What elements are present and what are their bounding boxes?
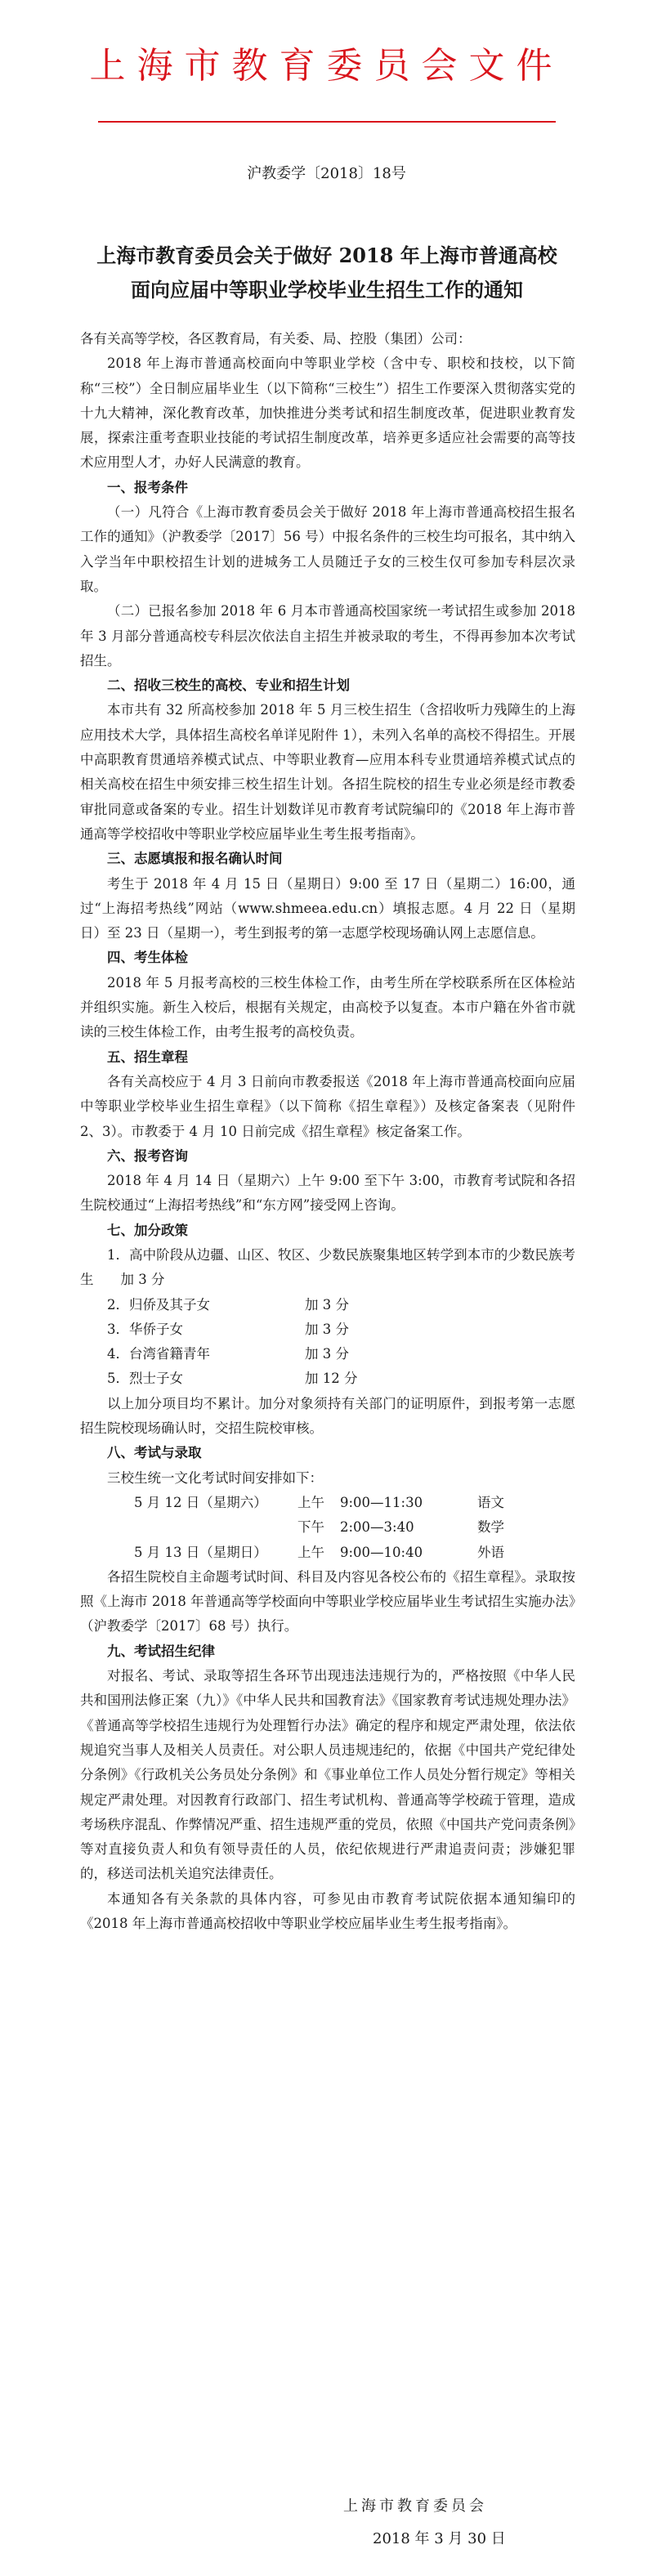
section-3-paragraph-1: 考生于 2018 年 4 月 15 日（星期日）9:00 至 17 日（星期二）16:00，通过“上海招考热线”网站（www.shmeea.edu.cn）填报志愿。4 月 22 日（星期日）至 23 日（星期一），考生到报考的第一志愿学校现场确认网上志愿信息。 [80,875,575,941]
closing-paragraph: 本通知各有关条款的具体内容，可参见由市教育考试院依据本通知编印的《2018 年上海市普通高校招收中等职业学校应届毕业生考生报考指南》。 [80,1890,575,1931]
issue-date-text: 2018 年 3 月 30 日 [373,2530,506,2547]
bonus-item-1-points: 加 3 分 [120,1272,165,1288]
exam-schedule-row [80,1515,575,1540]
bonus-item-points: 加 12 分 [305,1371,358,1387]
section-9-paragraph-1: 对报名、考试、录取等招生各环节出现违法违规行为的，严格按照《中华人民共和国刑法修正案（九）》《中华人民共和国教育法》《国家教育考试违规处理办法》《普通高等学校招生违规行为处理暂行办法》确定的程序和规定严肃处理，依法依规追究当事人及相关人员责任。对公职人员违规违纪的，依据《中国共产党纪律处分条例》《行政机关公务员处分条例》和《事业单位工作人员处分暂行规定》等相关规定严肃处理。对因教育行政部门、招生考试机构、普通高等学校疏于管理，造成考场秩序混乱、作弊情况严重、招生违规严重的党员，依照《中国共产党问责条例》等对直接负责人和负有领导责任的人员，依纪依规进行严肃追责问责；涉嫌犯罪的，移送司法机关追究法律责任。 [80,1668,575,1882]
section-heading-2: 二、招收三校生的高校、专业和招生计划 [107,678,350,694]
section-heading-3: 三、志愿填报和报名确认时间 [107,851,283,867]
document-number: 沪教委学〔2018〕18号 [247,165,406,182]
section-heading-4: 四、考生体检 [107,950,188,966]
exam-time: 9:00—10:40 [340,1544,423,1560]
bonus-item-1 [80,1243,575,1293]
bonus-item-label: 3．华侨子女 [107,1321,183,1337]
section-heading-9: 九、考试招生纪律 [107,1643,215,1659]
bonus-item-points: 加 3 分 [305,1321,349,1337]
exam-half-day: 上午 [297,1494,324,1510]
bonus-item-points: 加 3 分 [305,1346,349,1362]
notice-body [80,327,575,1936]
bonus-item-5 [80,1366,575,1391]
exam-half-day: 下午 [297,1519,324,1536]
section-1-paragraph-1: （一）凡符合《上海市教育委员会关于做好 2018 年上海市普通高校招生报名工作的通知》（沪教委学〔2017〕56 号）中报名条件的三校生均可报名，其中纳入入学当年中职校招生计划的进城务工人员随迁子女的三校生仅可参加专科层次录取。 [80,504,575,594]
bonus-item-points: 加 3 分 [305,1296,349,1313]
document-header-title: 上海市教育委员会文件 [89,45,564,87]
exam-time: 2:00—3:40 [340,1519,414,1536]
exam-subject: 外语 [477,1544,504,1560]
intro-paragraph: 2018 年上海市普通高校面向中等职业学校（含中专、职校和技校，以下简称“三校”）全日制应届毕业生（以下简称“三校生”）招生工作要深入贯彻落实党的十九大精神，深化教育改革，加快推进分类考试和招生制度改革，促进职业教育发展，探索注重考查职业技能的考试招生制度改革，培养更多适应社会需要的高等技术应用型人才，办好人民满意的教育。 [80,356,575,471]
section-5-paragraph-1: 各有关高校应于 4 月 3 日前向市教委报送《2018 年上海市普通高校面向应届中等职业学校毕业生招生章程》（以下简称《招生章程》）及核定备案表（见附件 2、3）。市教委于 4 月 10 日前完成《招生章程》核定备案工作。 [80,1073,575,1139]
section-7-paragraph-end: 以上加分项目均不累计。加分对象须持有关部门的证明原件，到报考第一志愿招生院校现场确认时，交招生院校审核。 [80,1395,575,1437]
section-heading-6: 六、报考咨询 [107,1147,188,1164]
exam-time: 9:00—11:30 [340,1494,423,1510]
salutation: 各有关高等学校，各区教育局，有关委、局、控股（集团）公司： [80,331,472,347]
section-heading-7: 七、加分政策 [107,1222,188,1238]
notice-title [65,239,588,307]
section-2-paragraph-1: 本市共有 32 所高校参加 2018 年 5 月三校生招生（含招收听力残障生的上海应用技术大学，具体招生高校名单详见附件 1），未列入名单的高校不得招生。开展中高职教育贯通培养模式试点、中等职业教育—应用本科专业贯通培养模式试点的相关高校在招生中须安排三校生招生计划。各招生院校的招生专业必须是经市教委审批同意或备案的专业。招生计划数详见市教育考试院编印的《2018 年上海市普通高等学校招收中等职业学校应届毕业生考生报考指南》。 [80,702,575,842]
exam-day: 5 月 12 日（星期六） [134,1494,267,1510]
bonus-item-3 [80,1317,575,1342]
section-heading-5: 五、招生章程 [107,1049,188,1065]
bonus-item-2 [80,1293,575,1317]
section-1-paragraph-2: （二）已报名参加 2018 年 6 月本市普通高校国家统一考试招生或参加 2018 年 3 月部分普通高校专科层次依法自主招生并被录取的考生，不得再参加本次考试招生。 [80,603,575,669]
bonus-item-4 [80,1342,575,1366]
section-8-paragraph-1: 各招生院校自主命题考试时间、科目及内容见各校公布的《招生章程》。录取按照《上海市 2018 年普通高等学校面向中等职业学校应届毕业生考试招生实施办法》（沪教委学〔2017〕68 号）执行。 [80,1568,575,1635]
section-6-paragraph-1: 2018 年 4 月 14 日（星期六）上午 9:00 至下午 3:00，市教育考试院和各招生院校通过“上海招考热线”和“东方网”接受网上咨询。 [80,1173,575,1214]
exam-subject: 数学 [477,1519,504,1536]
bonus-item-label: 2．归侨及其子女 [107,1296,210,1313]
exam-schedule-row [80,1541,575,1565]
notice-title-line-1: 上海市教育委员会关于做好 2018 年上海市普通高校 [96,244,557,267]
exam-schedule-lead: 三校生统一文化考试时间安排如下： [107,1469,323,1486]
issuing-organization-text: 上海市教育委员会 [343,2498,487,2515]
notice-title-line-2: 面向应届中等职业学校毕业生招生工作的通知 [131,278,523,302]
section-heading-1: 一、报考条件 [107,479,188,495]
exam-half-day: 上午 [297,1544,324,1560]
bonus-item-label: 5．烈士子女 [107,1371,183,1387]
section-heading-8: 八、考试与录取 [107,1445,202,1461]
red-divider-line [98,121,556,123]
bonus-item-1-label: 1．高中阶段从边疆、山区、牧区、少数民族聚集地区转学到本市的少数民族考生 [80,1246,575,1288]
exam-day: 5 月 13 日（星期日） [134,1544,267,1560]
bonus-item-label: 4．台湾省籍青年 [107,1346,210,1362]
section-4-paragraph-1: 2018 年 5 月报考高校的三校生体检工作，由考生所在学校联系所在区体检站并组织实施。新生入校后，根据有关规定，由高校予以复查。本市户籍在外省市就读的三校生体检工作，由考生报考的高校负责。 [80,974,575,1040]
exam-subject: 语文 [477,1494,504,1510]
exam-schedule-row [80,1491,575,1515]
